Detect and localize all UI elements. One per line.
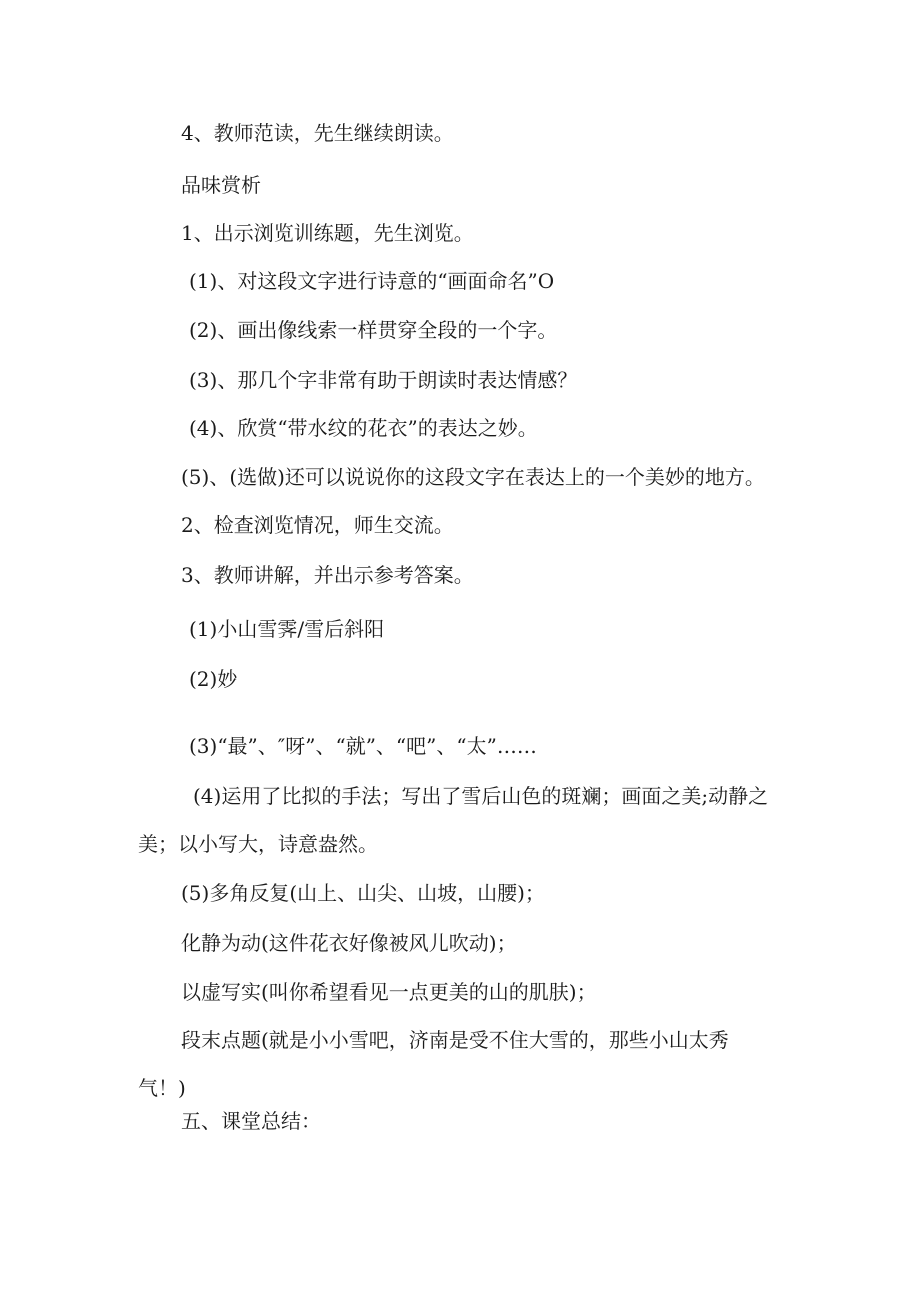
answer-5-line-3: 以虚写实(叫你希望看见一点更美的山的肌肤)；: [181, 980, 597, 1004]
question-5: (5)、(选做)还可以说说你的这段文字在表达上的一个美妙的地方。: [181, 465, 765, 489]
answer-5-line-4: 段末点题(就是小小雪吧，济南是受不住大雪的，那些小山太秀: [181, 1028, 729, 1052]
answer-5-line-1: (5)多角反复(山上、山尖、山坡，山腰)；: [181, 881, 545, 905]
section-heading-appreciation: 品味赏析: [181, 173, 261, 197]
question-4: (4)、欣赏“带水纹的花衣”的表达之妙。: [189, 416, 538, 440]
step-3-explain: 3、教师讲解，并出示参考答案。: [181, 563, 474, 587]
answer-2: (2)妙: [189, 667, 238, 691]
question-1: (1)、对这段文字进行诗意的“画面命名”O: [189, 269, 555, 293]
question-2: (2)、画出像线索一样贯穿全段的一个字。: [189, 318, 558, 342]
section-5-summary: 五、课堂总结：: [181, 1109, 321, 1133]
step-2-check: 2、检查浏览情况，师生交流。: [181, 513, 454, 537]
step-4-teacher-reading: 4、教师范读，先生继续朗读。: [181, 121, 454, 145]
answer-3: (3)“最”、″呀”、“就”、“吧”、“太”……: [189, 734, 537, 758]
answer-1: (1)小山雪霁/雪后斜阳: [189, 617, 385, 641]
answer-5-line-5: 气！): [138, 1076, 186, 1100]
answer-4-line-1: (4)运用了比拟的手法；写出了雪后山色的斑斓；画面之美;动静之: [193, 784, 769, 808]
question-3: (3)、那几个字非常有助于朗读时表达情感？: [189, 368, 578, 392]
answer-4-line-2: 美；以小写大，诗意盎然。: [138, 832, 378, 856]
answer-5-line-2: 化静为动(这件花衣好像被风儿吹动)；: [181, 931, 517, 955]
step-1-exercise: 1、出示浏览训练题，先生浏览。: [181, 221, 474, 245]
